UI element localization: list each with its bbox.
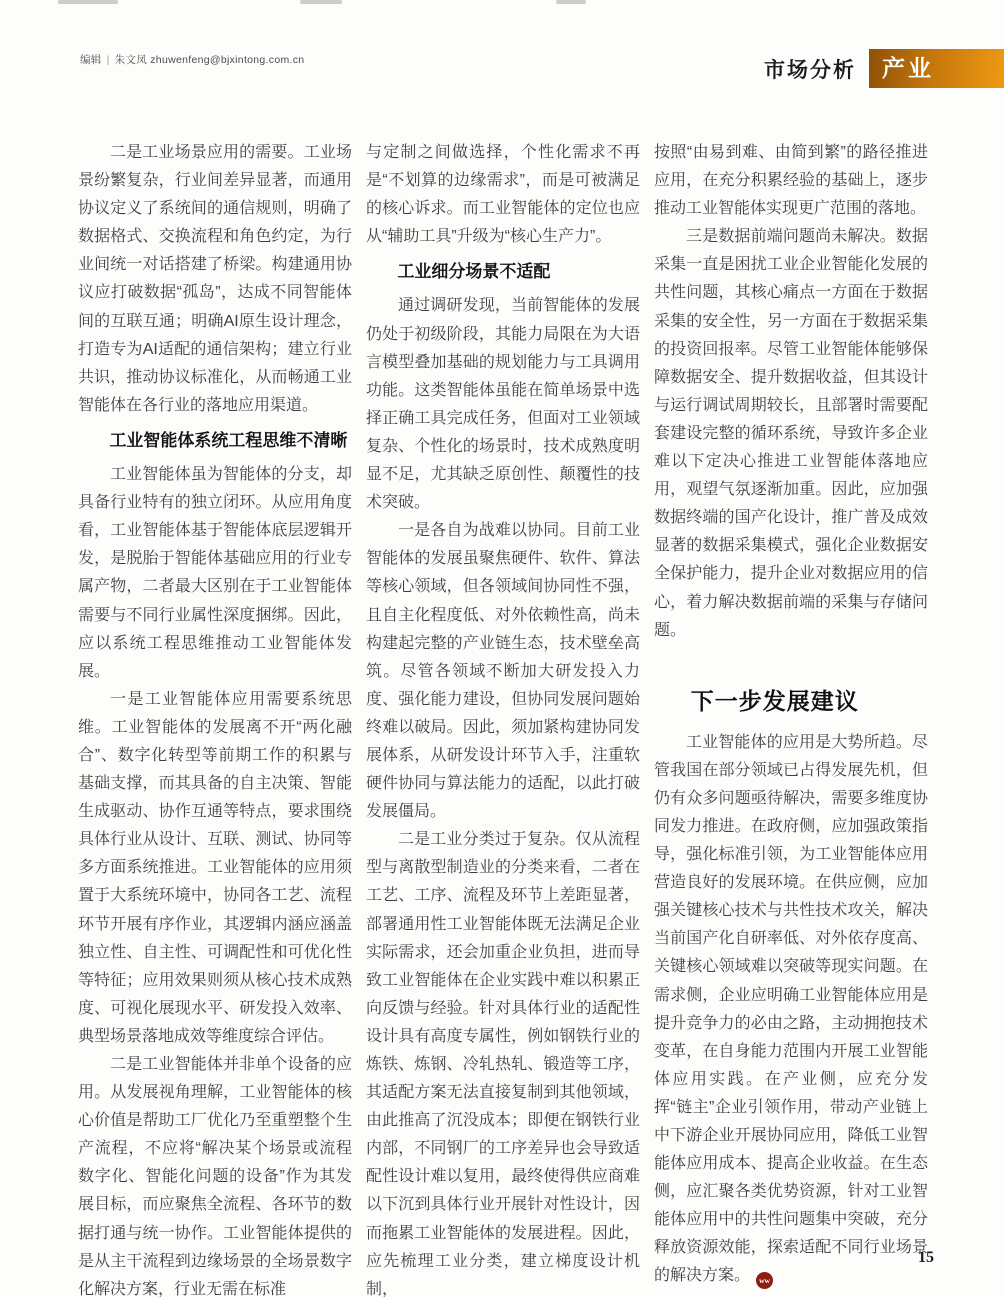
page-number: 15 [918,1249,934,1266]
editor-label: 编辑 [80,54,102,66]
section-heading: 工业智能体系统工程思维不清晰 [109,430,348,450]
paragraph: 一是各自为战难以协同。目前工业智能体的发展虽聚焦硬件、软件、算法等核心领域，但各领域间协同性不强，且自主化程度低、对外依赖性高，尚未构建起完整的产业链生态，技术壁垒高筑。尽管各领域不断加大研发投入力度、强化能力建设，但协同发展问题始终难以破局。因此，须加紧构建协同发展体系，从研发设计环节入手，注重软硬件协同与算法能力的适配，以此打破发展僵局。 [366,522,640,821]
paragraph: 二是工业场景应用的需要。工业场景纷繁复杂，行业间差异显著，而通用协议定义了系统间的通信规则，明确了数据格式、交换流程和角色约定，为行业间统一对话搭建了桥梁。构建通用协议应打破数据“孤岛”，达成不同智能体间的互联互通；明确AI原生设计理念，打造专为AI适配的通信架构；建立行业共识，推动协议标准化，从而畅通工业智能体在各行业的落地应用渠道。 [78,144,352,414]
paragraph: 工业智能体的应用是大势所趋。尽管我国在部分领域已占得发展先机，但仍有众多问题亟待解决，需要多维度协同发力推进。在政府侧，应加强政策指导，强化标准引领，为工业智能体应用营造良好的发展环境。在供应侧，应加强关键核心技术与共性技术攻关，解决当前国产化自研率低、对外依存度高、关键核心领域难以突破等现实问题。在需求侧，企业应明确工业智能体应用是提升竞争力的必由之路，主动拥抱技术变革，在自身能力范围内开展工业智能体应用实践。在产业侧，应充分发挥“链主”企业引领作用，带动产业链上中下游企业开展协同应用，降低工业智能体应用成本、提高企业收益。在生态侧，应汇聚各类优势资源，针对工业智能体应用中的共性问题集中突破，充分释放资源效能，探索适配不同行业场景的解决方案。 ww [654,729,928,1291]
text-column-1 [78,139,352,1297]
editor-name-email: 朱文凤 zhuwenfeng@bjxintong.com.cn [114,54,305,66]
paragraph: 二是工业智能体并非单个设备的应用。从发展视角理解，工业智能体的核心价值是帮助工厂优化乃至重塑整个生产流程，不应将“解决某个场景或流程数字化、智能化问题的设备”作为其发展目标，而应聚焦全流程、各环节的数据打通与统一协作。工业智能体提供的是从主干流程到边缘场景的全场景数字化解决方案，行业无需在标准 [78,1056,352,1297]
cww-end-mark-icon: ww [756,1272,773,1289]
paragraph: 通过调研发现，当前智能体的发展仍处于初级阶段，其能力局限在为大语言模型叠加基础的规划能力与工具调用功能。这类智能体虽能在简单场景中选择正确工具完成任务，但面对工业领域复杂、个性化的场景时，技术成熟度明显不足，尤其缺乏原创性、颠覆性的技术突破。 [366,297,640,512]
page-header-right [764,49,1004,88]
text-column-2 [366,139,640,1297]
paragraph: 与定制之间做选择，个性化需求不再是“不划算的边缘需求”，而是可被满足的核心诉求。而工业智能体的定位也应从“辅助工具”升级为“核心生产力”。 [366,144,640,246]
section-label: 市场分析 [764,58,856,82]
paragraph: 二是工业分类过于复杂。仅从流程型与离散型制造业的分类来看，二者在工艺、工序、流程及环节上差距显著，部署通用性工业智能体既无法满足企业实际需求，还会加重企业负担，进而导致工业智能体在企业实践中难以积累正向反馈与经验。针对具体行业的适配性设计具有高度专属性，例如钢铁行业的炼铁、炼钢、冷轧热轧、锻造等工序，其适配方案无法直接复制到其他领域，由此推高了沉没成本；即便在钢铁行业内部，不同钢厂的工序差异也会导致适配性设计难以复用，最终使得供应商难以下沉到具体行业开展针对性设计，因而拖累工业智能体的发展进程。因此，应先梳理工业分类，建立梯度设计机制， [366,831,640,1297]
paragraph: 三是数据前端问题尚未解决。数据采集一直是困扰工业企业智能化发展的共性问题，其核心痛点一方面在于数据采集的安全性，另一方面在于数据采集的投资回报率。尽管工业智能体能够保障数据安全、提升数据收益，但其设计与运行调试周期较长，且部署时需要配套建设完整的循环系统，导致许多企业难以下定决心推进工业智能体落地应用，观望气氛逐渐加重。因此，应加强数据终端的国产化设计，推广普及成效显著的数据采集模式，强化企业数据安全保护能力，提升企业对数据应用的信心，着力解决数据前端的采集与存储问题。 [654,228,928,639]
section-heading: 下一步发展建议 [690,687,859,714]
section-heading: 工业细分场景不适配 [397,262,551,282]
editor-credit [80,52,304,67]
divider: | [106,54,110,66]
paragraph: 一是工业智能体应用需要系统思维。工业智能体的发展离不开“两化融合”、数字化转型等前期工作的积累与基础支撑，而其具备的自主决策、智能生成驱动、协作互通等特点，要求围绕具体行业从设计、互联、测试、协同等多方面系统推进。工业智能体的应用须置于大系统环境中，协同各工艺、流程环节开展有序作业，其逻辑内涵应涵盖独立性、自主性、可调配性和可优化性等特征；应用效果则须从核心技术成熟度、可视化展现水平、研发投入效率、典型场景落地成效等维度综合评估。 [78,690,352,1045]
article-body [78,139,928,1297]
scan-artifact [300,0,342,4]
scan-artifact [58,0,118,4]
scan-artifact [556,0,586,4]
paragraph: 按照“由易到难、由简到繁”的路径推进应用，在充分积累经验的基础上，逐步推动工业智能体实现更广范围的落地。 [654,144,928,218]
text-column-3 [654,139,928,1297]
paragraph: 工业智能体虽为智能体的分支，却具备行业特有的独立闭环。从应用角度看，工业智能体基于智能体底层逻辑开发，是脱胎于智能体基础应用的行业专属产物，二者最大区别在于工业智能体需要与不同行业属性深度捆绑。因此，应以系统工程思维推动工业智能体发展。 [78,466,352,680]
category-badge: 产业 [869,49,1004,88]
